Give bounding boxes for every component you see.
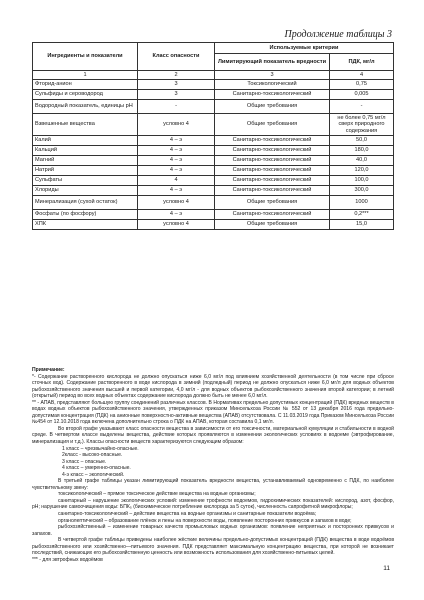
table-row	[33, 220, 394, 230]
hazard-class-cell: условно 4	[138, 114, 215, 136]
hazard-class-item: 4-э класс – экологический.	[62, 471, 125, 478]
ingredient-cell: Кальций	[33, 146, 138, 156]
limiting-indicator-cell: Санитарно-токсикологический	[215, 166, 330, 176]
note-fishery: рыбохозяйственный – изменение товарных качеств промысловых водных организмов: появление неприятных и посторонних привкусов и запахов.	[32, 524, 394, 537]
hazard-class-item: 4 класс – умеренно-опасные.	[62, 465, 131, 472]
table-row	[33, 136, 394, 146]
note-toxicological: токсикологический – прямое токсическое действие вещества на водные организмы;	[58, 491, 256, 498]
col-number: 3	[215, 71, 330, 80]
table-row	[33, 166, 394, 176]
note-sanitary: санитарный – нарушение экологических условий: изменение трофности водоемов, гидрохимических показателей: кислород, азот, фосфор, pH; нарушение самоочищения воды: БПК₅ (биохимическое потребление кислорода за 5 суток), численность сапрофитной микрофлоры;	[32, 497, 394, 511]
col-limit-header: Лимитирующий показатель вредности	[215, 54, 330, 71]
page-number: 11	[383, 565, 390, 572]
col-number: 1	[33, 71, 138, 80]
ingredient-cell: Калий	[33, 136, 138, 146]
ingredient-cell: Фторид-анион	[33, 80, 138, 90]
col-number: 4	[330, 71, 394, 80]
table-row	[33, 186, 394, 196]
pdk-cell: 0,2***	[330, 210, 394, 220]
hazard-class-item: 1 класс – чрезвычайно-опасные.	[62, 445, 139, 452]
limiting-indicator-cell: Общие требования	[215, 220, 330, 230]
table-row	[33, 210, 394, 220]
pdk-cell: 180,0	[330, 146, 394, 156]
table-row	[33, 90, 394, 100]
note-oxygen: *- Содержание растворенного кислорода не должно опускаться ниже 6,0 мг/л под влиянием хозяйственной деятельности (в том числе при сбросе сточных вод). Содержание растворенного в воде кислорода в зимний (подледный) период не должно опускаться ниже 6,0 мг/л для водных объектов рыбохозяйственного значения высшей и первой категории, 4,0 мг/л - для водных объектов рыбохозяйственного значения второй категории; в летний (открытый) период во всех водных объектах содержание кислорода должно быть не менее 6,0 мг/л.	[32, 373, 394, 400]
hazard-class-cell: 3	[138, 90, 215, 100]
table-row	[33, 196, 394, 210]
hazard-class-cell: -	[138, 100, 215, 114]
col-name-header: Ингредиенты и показатели	[33, 43, 138, 71]
ingredient-cell: Хлориды	[33, 186, 138, 196]
limiting-indicator-cell: Санитарно-токсикологический	[215, 186, 330, 196]
table-row	[33, 146, 394, 156]
note-sanitary-toxicological: санитарно-токсикологический – действие вещества на водные организмы и санитарные показатели водоёма;	[58, 511, 317, 518]
limiting-indicator-cell: Общие требования	[215, 196, 330, 210]
limiting-indicator-cell: Санитарно-токсикологический	[215, 176, 330, 186]
pdk-cell: 50,0	[330, 136, 394, 146]
ingredient-cell: Взвешенные вещества	[33, 114, 138, 136]
note-eutrophic: *** - для эвтрофных водоёмов	[32, 556, 103, 563]
hazard-class-cell: 4	[138, 176, 215, 186]
ingredient-cell: Натрий	[33, 166, 138, 176]
limiting-indicator-cell: Токсикологический	[215, 80, 330, 90]
ingredient-cell: ХПК	[33, 220, 138, 230]
pdk-cell: 100,0	[330, 176, 394, 186]
limiting-indicator-cell: Санитарно-токсикологический	[215, 136, 330, 146]
hazard-class-cell: 4 – э	[138, 146, 215, 156]
col-number: 2	[138, 71, 215, 80]
pdk-cell: 15,0	[330, 220, 394, 230]
hazard-class-cell: 4 – э	[138, 156, 215, 166]
pdk-cell: 300,0	[330, 186, 394, 196]
limiting-indicator-cell: Санитарно-токсикологический	[215, 90, 330, 100]
pdk-cell: 40,0	[330, 156, 394, 166]
limiting-indicator-cell: Санитарно-токсикологический	[215, 146, 330, 156]
pdk-cell: -	[330, 100, 394, 114]
note-apav: ** - АПАВ, представляют большую группу соединений различных классов. В Нормативах предельно допустимых концентраций (ПДК) вредных веществ в водах водных объектов рыбохозяйственного значения, утвержденных приказом Минсельхоза России № 552 от 13 декабря 2016 года предельно-допустимая концентрация (ПДК) на анионные поверхностно-активные вещества (АПАВ) отсутствовала. С 11.03.2019 года Приказом Минсельхоза России №454 от 12.10.2018 года включена дополнительно строка о ПДК на АПАВ, которая составила 0,1 мг/л.	[32, 399, 394, 426]
pdk-cell: 0,005	[330, 90, 394, 100]
hazard-class-cell: условно 4	[138, 196, 215, 210]
table-body	[33, 80, 394, 230]
ingredient-cell: Сульфаты	[33, 176, 138, 186]
table-row	[33, 176, 394, 186]
ingredient-cell: Водородный показатель, единицы pH	[33, 100, 138, 114]
pdk-cell: не более 0,75 мг/л сверх природного содержания	[330, 114, 394, 136]
pdk-cell: 0,75	[330, 80, 394, 90]
limiting-indicator-cell: Общие требования	[215, 114, 330, 136]
ingredient-cell: Сульфиды и сероводород	[33, 90, 138, 100]
hazard-class-cell: 3	[138, 80, 215, 90]
table-row	[33, 100, 394, 114]
ingredient-cell: Магний	[33, 156, 138, 166]
ingredient-cell: Фосфаты (по фосфору)	[33, 210, 138, 220]
col-pdk-header: ПДК, мг/л	[330, 54, 394, 71]
hazard-class-cell: 4 – э	[138, 186, 215, 196]
hazard-class-cell: 4 – э	[138, 166, 215, 176]
col-class-header: Класс опасности	[138, 43, 215, 71]
note-hazard-class: Во второй графе указывают класс опасности вещества в зависимости от его токсичности, материальной кумуляции и стабильности в водной среде. В четвертом классе выделены вещества, действие которых проявляются в изменении экологических условиях в водоеме (эвтрофирование, минерализация и т.д.). Классы опасности веществ характеризуются следующим образом:	[32, 425, 394, 446]
hazard-class-cell: 4 – э	[138, 210, 215, 220]
table-row	[33, 156, 394, 166]
hazard-class-item: 2класс - высоко-опасные.	[62, 452, 123, 459]
table-row	[33, 114, 394, 136]
table-row	[33, 80, 394, 90]
hazard-class-cell: 4 – э	[138, 136, 215, 146]
limiting-indicator-cell: Санитарно-токсикологический	[215, 156, 330, 166]
limiting-indicator-cell: Санитарно-токсикологический	[215, 210, 330, 220]
limiting-indicator-cell: Общие требования	[215, 100, 330, 114]
group-header: Используемые критерии	[215, 43, 394, 54]
ingredient-cell: Минерализация (сухой остаток)	[33, 196, 138, 210]
hazard-class-item: 3 класс – опасные.	[62, 458, 107, 465]
page-header: Продолжение таблицы 3	[284, 29, 392, 40]
note-organoleptic: органолептический – образование плёнок и пены на поверхности воды, появление посторонних привкусов и запахов в воде;	[58, 517, 352, 524]
notes-section	[32, 367, 394, 563]
note-limiting-indicator: В третьей графе таблицы указан лимитирующий показатель вредности вещества, устанавливаемый одновременно с ПДК, по наиболее чувствительному звену:	[32, 478, 394, 491]
criteria-table	[32, 42, 394, 230]
pdk-cell: 1000	[330, 196, 394, 210]
pdk-cell: 120,0	[330, 166, 394, 176]
hazard-class-cell: условно 4	[138, 220, 215, 230]
notes-title: Примечание:	[32, 367, 65, 373]
note-pdk-column: В четвертой графе таблицы приведены наиболее жёсткие величины предельно-допустимых концентраций (ПДК) вещества в воде водоёмов рыбохозяйственного или хозяйственно—питьевого значения. ПДК представляет максимальную концентрацию вещества, при которой не возникает последствий, снижающих его рыбохозяйственную ценность или возможность использования для хозяйственно-питьевых целей.	[32, 537, 394, 557]
